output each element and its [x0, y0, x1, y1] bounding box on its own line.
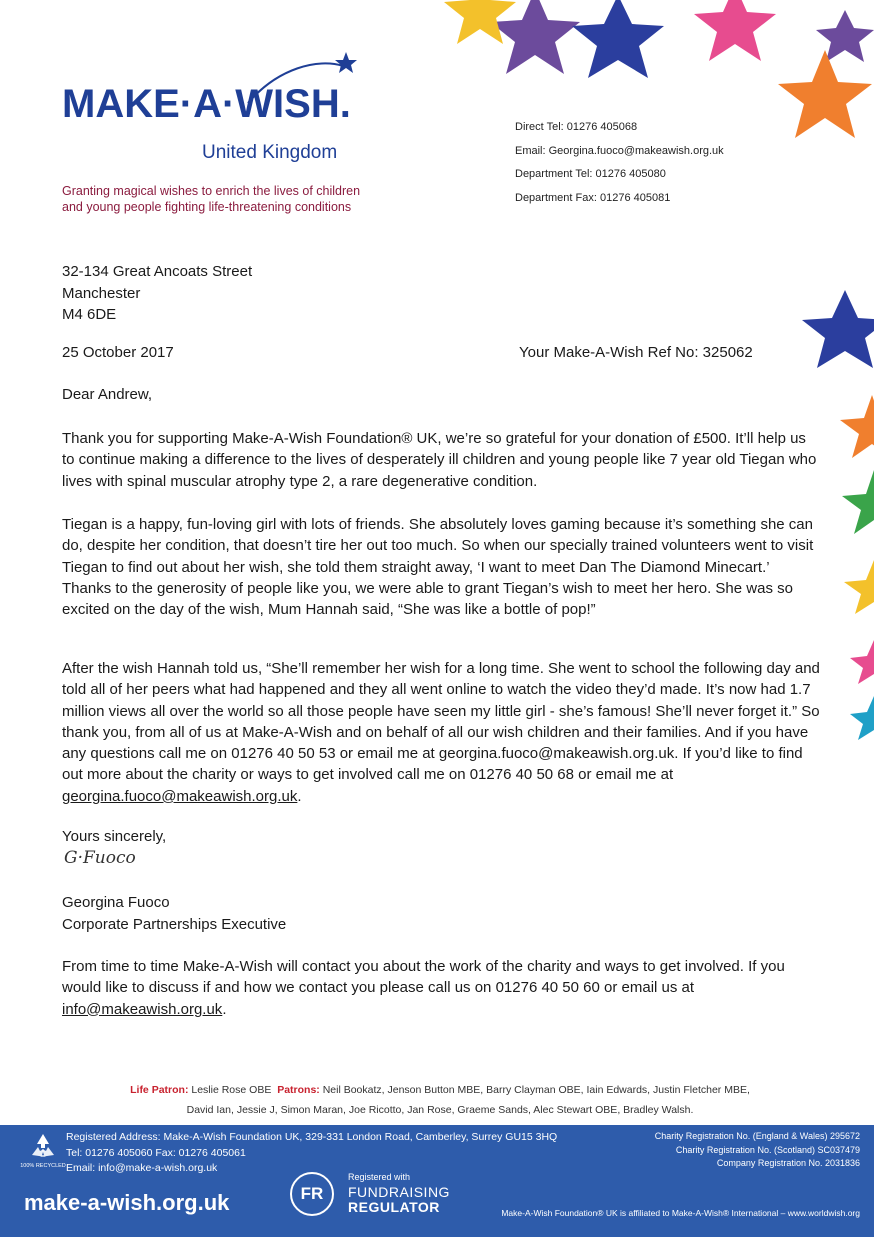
paragraph-3-end: . — [297, 787, 302, 805]
tagline-line-2: and young people fighting life-threatening conditions — [62, 200, 352, 214]
registered-address-block — [66, 1130, 557, 1177]
blue-star-icon — [572, 0, 664, 78]
address-line-1: 32-134 Great Ancoats Street — [62, 263, 253, 280]
charity-registration-block — [655, 1130, 860, 1171]
salutation: Dear Andrew, — [62, 386, 153, 403]
signer-block — [62, 892, 286, 935]
patrons-names-2: David Ian, Jessie J, Simon Maran, Joe Ricotto, Jan Rose, Graeme Sands, Alec Stewart OBE, Bradley Walsh. — [186, 1104, 694, 1116]
company-registration: Company Registration No. 2031836 — [716, 1158, 860, 1168]
pink-star-2-icon — [850, 640, 874, 684]
paragraph-4-text: From time to time Make-A-Wish will contact you about the work of the charity and ways to get involved. If you would like to discuss if and how we contact you please call us on 01276 40 50 60 or email us at — [62, 958, 785, 997]
footer-tel-fax: Tel: 01276 405060 Fax: 01276 405061 — [66, 1146, 246, 1159]
paragraph-3 — [62, 658, 822, 807]
direct-tel: Direct Tel: 01276 405068 — [515, 121, 638, 133]
yellow-star-2-icon — [844, 560, 874, 614]
fundraising-regulator-badge: FR — [290, 1172, 334, 1216]
patrons-list — [60, 1080, 820, 1120]
tagline-line-1: Granting magical wishes to enrich the lives of children — [62, 184, 361, 198]
pink-star-icon — [694, 0, 776, 61]
decorative-stars — [440, 0, 874, 740]
contact-email: Email: Georgina.fuoco@makeawish.org.uk — [515, 144, 724, 157]
logo-wordmark: MAKE·A·WISH. — [62, 82, 351, 126]
paragraph-4-end: . — [222, 1000, 227, 1018]
recycle-label: 100% RECYCLED — [20, 1163, 66, 1169]
logo-subtitle: United Kingdom — [202, 142, 338, 163]
green-star-icon — [842, 470, 874, 534]
email-link[interactable]: georgina.fuoco@makeawish.org.uk — [62, 787, 298, 805]
charity-reg-england: Charity Registration No. (England & Wales) 295672 — [654, 1131, 860, 1141]
paragraph-4 — [62, 956, 822, 1020]
patrons-line-1 — [60, 1080, 820, 1100]
footer-email: Email: info@make-a-wish.org.uk — [66, 1162, 218, 1174]
department-tel: Department Tel: 01276 405080 — [515, 168, 666, 180]
life-patron-name: Leslie Rose OBE — [191, 1084, 272, 1096]
registered-address: Registered Address: Make-A-Wish Foundation UK, 329-331 London Road, Camberley, Surrey GU15 3HQ — [66, 1131, 558, 1143]
paragraph-1: Thank you for supporting Make-A-Wish Foundation® UK, we’re so grateful for your donation of £500. It’ll help us to continue making a difference to the lives of desperately ill children and young people like 7 year old Tiegan who lives with spinal muscular atrophy type 2, a rare degenerative condition. — [62, 430, 817, 490]
life-patron-label: Life Patron: — [130, 1084, 189, 1096]
letter-date: 25 October 2017 — [62, 344, 174, 361]
charity-reg-scotland: Charity Registration No. (Scotland) SC037479 — [675, 1144, 860, 1155]
orange-star-icon — [778, 50, 872, 138]
paragraph-2: Tiegan is a happy, fun-loving girl with lots of friends. She absolutely loves gaming because it’s something she can do, despite her condition, that doesn’t tire her out too much. So when our specially trained volunteers went to visit Tiegan to find out about her wish, she told them straight away, ‘I want to meet Dan The Diamond Minecart.’ Thanks to the generosity of people like you, we were able to grant Tiegan’s wish to meet her hero. She was so excited on the day of the wish, Mum Hannah said, “She was like a bottle of pop!” — [62, 516, 814, 619]
navy-star-icon — [802, 290, 874, 368]
fr-regulator: REGULATOR — [348, 1199, 440, 1215]
paragraph-3-text: After the wish Hannah told us, “She’ll remember her wish for a long time. She went to school the following day and told all of her peers what had happened and they all went online to watch the video they’d made. It’s now had 1.7 million views all over the world so all those people have seen my little girl - she’s famous! She’ll never forget it.” So thank you, from all of us at Make-A-Wish and on behalf of all our wish children and their families. And if you have any questions call me on 01276 40 50 53 or email me at georgina.fuoco@makeawish.org.uk. If you’d like to find out more about the charity or ways to get involved call me on 01276 40 50 68 or email me at — [62, 660, 820, 784]
closing: Yours sincerely, — [62, 828, 167, 845]
patrons-names-1: Neil Bookatz, Jenson Button MBE, Barry Clayman OBE, Iain Edwards, Justin Fletcher MBE, — [322, 1084, 750, 1096]
teal-star-icon — [850, 696, 874, 740]
fr-registered-with: Registered with — [348, 1172, 411, 1182]
recycle-icon — [20, 1131, 66, 1175]
signer-name: Georgina Fuoco — [62, 894, 170, 911]
signer-title: Corporate Partnerships Executive — [62, 915, 287, 933]
handwritten-signature: G·Fuoco — [64, 848, 136, 868]
tagline — [62, 183, 402, 215]
address-line-3: M4 6DE — [62, 306, 117, 323]
patrons-label: Patrons: — [277, 1084, 320, 1096]
department-fax: Department Fax: 01276 405081 — [515, 191, 671, 204]
affiliation-note: Make-A-Wish Foundation® UK is affiliated to Make-A-Wish® International – www.worldwish.org — [501, 1208, 860, 1218]
recipient-address — [62, 261, 252, 326]
contact-block — [515, 116, 724, 210]
make-a-wish-logo — [62, 78, 382, 138]
orange-star-2-icon — [840, 395, 874, 458]
reference-number: Your Make-A-Wish Ref No: 325062 — [519, 344, 753, 361]
info-email-link[interactable]: info@makeawish.org.uk — [62, 1000, 223, 1018]
address-line-2: Manchester — [62, 284, 141, 302]
fr-fundraising: FUNDRAISING — [348, 1184, 450, 1200]
website-link[interactable]: make-a-wish.org.uk — [24, 1190, 230, 1215]
